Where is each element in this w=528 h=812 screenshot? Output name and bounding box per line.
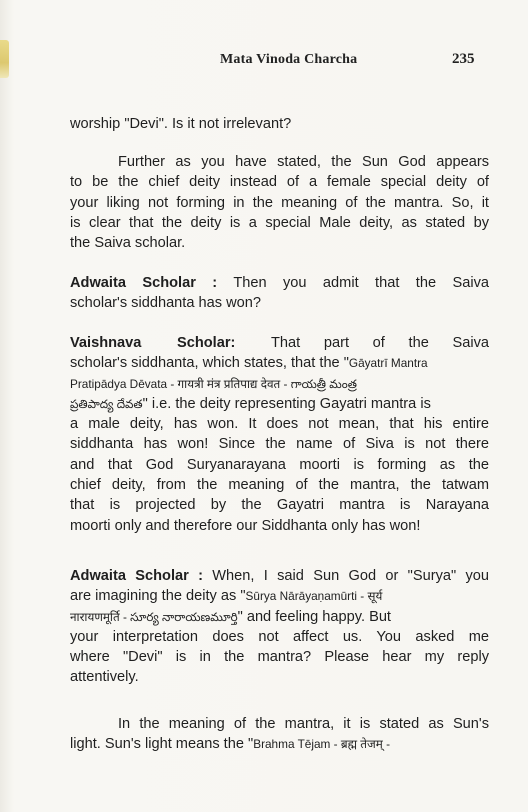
paragraph-4-line-1 xyxy=(70,333,489,353)
paragraph-6-line-1: In the meaning of the mantra, it is stated as Sun's xyxy=(118,716,489,732)
paragraph-4-line-5: a male deity, has won. It does not mean, that his entire xyxy=(70,416,489,433)
speaker-label-vaishnava: Vaishnava Scholar: xyxy=(70,335,236,351)
paragraph-4-line-4-text: " i.e. the deity representing Gayatri mantra is xyxy=(142,395,431,412)
speaker-label-adwaita: Adwaita Scholar : xyxy=(70,275,218,291)
paragraph-1-text: worship "Devi". Is it not irrelevant? xyxy=(70,116,292,132)
paragraph-3-line-1-text: Then you admit that the Saiva xyxy=(217,275,489,291)
paragraph-5-line-5: where "Devi" is in the mantra? Please hear my reply xyxy=(70,649,489,666)
paragraph-3-line-1 xyxy=(70,273,489,293)
speaker-label-adwaita-2: Adwaita Scholar : xyxy=(70,568,203,584)
paragraph-5-line-3 xyxy=(70,607,489,627)
paragraph-2-line-4: is clear that the deity is a special Male deity, as stated by xyxy=(70,214,489,231)
paragraph-5-line-3-text: " and feeling happy. But xyxy=(237,608,391,625)
paragraph-2-line-1: Further as you have stated, the Sun God appears xyxy=(118,154,489,170)
sanskrit-transliteration: Gāyatrī Mantra xyxy=(348,356,428,371)
paragraph-4-line-7: and that God Suryanarayana moorti is forming as the xyxy=(70,456,489,473)
paragraph-4-line-2 xyxy=(70,353,489,373)
paragraph-5-line-1-text: When, I said Sun God or "Surya" you xyxy=(202,568,490,584)
paragraph-4-line-8: chief deity, from the meaning of the mantra, the tatwam xyxy=(70,477,489,494)
paragraph-5-line-1 xyxy=(70,566,489,586)
paragraph-5 xyxy=(70,566,489,688)
paragraph-6-line-2 xyxy=(70,734,489,754)
paragraph-2-line-3: your liking not forming in the meaning of the mantra. So, it xyxy=(70,194,489,211)
paragraph-2 xyxy=(70,152,489,253)
paragraph-5-line-2-text: are imagining the deity as " xyxy=(70,588,246,605)
sanskrit-transliteration-3: Brahma Tējam - ब्रह्म तेजम् - xyxy=(253,737,391,752)
sanskrit-transliteration-2: Sūrya Nārāyaṇamūrti - सूर्य xyxy=(245,589,383,604)
paragraph-3 xyxy=(70,273,489,314)
paragraph-2-line-5: the Saiva scholar. xyxy=(70,235,186,252)
hindi-telugu-term: नारायणमूर्ति - సూర్య నారాయణమూర్తి xyxy=(70,609,238,624)
paragraph-4 xyxy=(70,333,489,536)
telugu-term: ప్రతిపాద్య దేవత xyxy=(70,396,143,411)
running-header-title: Mata Vinoda Charcha xyxy=(220,52,358,67)
paragraph-2-line-2: to be the chief deity instead of a female special deity of xyxy=(70,174,489,191)
paragraph-6 xyxy=(70,714,489,755)
paragraph-5-line-6: attentively. xyxy=(70,669,139,686)
paragraph-3-line-2: scholar's siddhanta has won? xyxy=(70,295,262,312)
paragraph-4-line-4 xyxy=(70,394,489,414)
paragraph-5-line-2 xyxy=(70,586,489,606)
paragraph-4-line-6: siddhanta has won! Since the name of Siva is not there xyxy=(70,436,489,453)
page-number: 235 xyxy=(452,51,475,67)
paragraph-6-line-2-text: light. Sun's light means the " xyxy=(70,736,254,753)
paragraph-5-line-4: your interpretation does not affect us. You asked me xyxy=(70,628,489,645)
binding-tab-mark xyxy=(0,40,9,78)
paragraph-4-line-1-text: That part of the Saiva xyxy=(271,335,489,351)
paragraph-4-line-10: moorti only and therefore our Siddhanta only has won! xyxy=(70,517,421,534)
paragraph-1 xyxy=(70,114,489,134)
paragraph-4-line-3: Pratipādya Dēvata - गायत्री मंत्र प्रतिपाद्य देवत - గాయత్రీ మంత్ర xyxy=(70,376,357,391)
paragraph-4-line-2-text: scholar's siddhanta, which states, that the " xyxy=(70,355,349,372)
paragraph-4-line-9: that is projected by the Gayatri mantra is Narayana xyxy=(70,497,489,514)
